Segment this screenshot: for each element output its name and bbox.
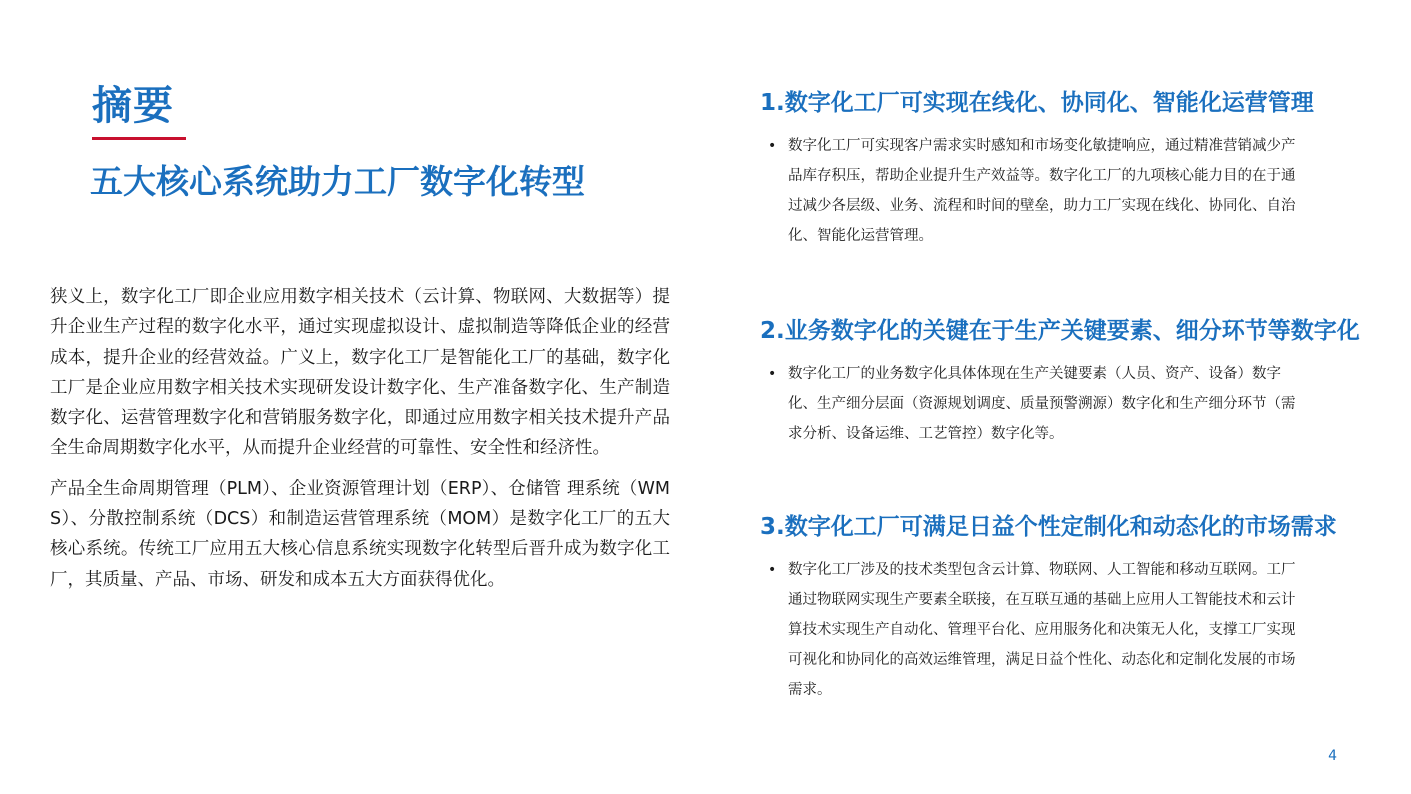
section-3-bullet [760,555,1308,705]
summary-paragraph-1: 狭义上，数字化工厂即企业应用数字相关技术（云计算、物联网、大数据等）提升企业生产过程的数字化水平，通过实现虚拟设计、虚拟制造等降低企业的经营成本，提升企业的经营效益。广义上，数字化工厂是智能化工厂的基础，数字化工厂是企业应用数字相关技术实现研发设计数字化、生产准备数字化、生产制造数字化、运营管理数字化和营销服务数字化，即通过应用数字相关技术提升产品全生命周期数字化水平，从而提升企业经营的可靠性、安全性和经济性。 [50,287,670,459]
summary-body [50,282,670,605]
section-3-heading: 3.数字化工厂可满足日益个性定制化和动态化的市场需求 [760,514,1337,540]
section-1-text: 数字化工厂可实现客户需求实时感知和市场变化敏捷响应，通过精准营销减少产品库存积压，帮助企业提升生产效益等。数字化工厂的九项核心能力目的在于通过减少各层级、业务、流程和时间的壁垒，助力工厂实现在线化、协同化、自治化、智能化运营管理。 [788,138,1296,244]
section-1-bullet [760,131,1308,251]
section-3-text: 数字化工厂涉及的技术类型包含云计算、物联网、人工智能和移动互联网。工厂通过物联网实现生产要素全联接，在互联互通的基础上应用人工智能技术和云计算技术实现生产自动化、管理平台化、应用服务化和决策无人化，支撑工厂实现可视化和协同化的高效运维管理，满足日益个性化、动态化和定制化发展的市场需求。 [788,562,1296,698]
summary-paragraph-2: 产品全生命周期管理（PLM）、企业资源管理计划（ERP）、仓储管 理系统（WMS）、分散控制系统（DCS）和制造运营管理系统（MOM）是数字化工厂的五大核心系统。传统工厂应用五大核心信息系统实现数字化转型后晋升成为数字化工厂，其质量、产品、市场、研发和成本五大方面获得优化。 [50,478,670,590]
section-2-text: 数字化工厂的业务数字化具体体现在生产关键要素（人员、资产、设备）数字化、生产细分层面（资源规划调度、质量预警溯源）数字化和生产细分环节（需求分析、设备运维、工艺管控）数字化等。 [788,366,1296,442]
bullet-icon: • [768,562,777,578]
bullet-icon: • [768,366,777,382]
section-2 [760,312,1400,449]
section-3 [760,508,1400,705]
section-2-bullet [760,359,1308,449]
page-subtitle: 五大核心系统助力工厂数字化转型 [90,162,585,201]
section-2-heading: 2.业务数字化的关键在于生产关键要素、细分环节等数字化 [760,318,1360,344]
section-1 [760,84,1400,251]
title-underline [92,137,186,140]
section-1-heading: 1.数字化工厂可实现在线化、协同化、智能化运营管理 [760,90,1314,116]
page-title: 摘要 [92,83,174,129]
bullet-icon: • [768,138,777,154]
page-number: 4 [1328,748,1337,764]
